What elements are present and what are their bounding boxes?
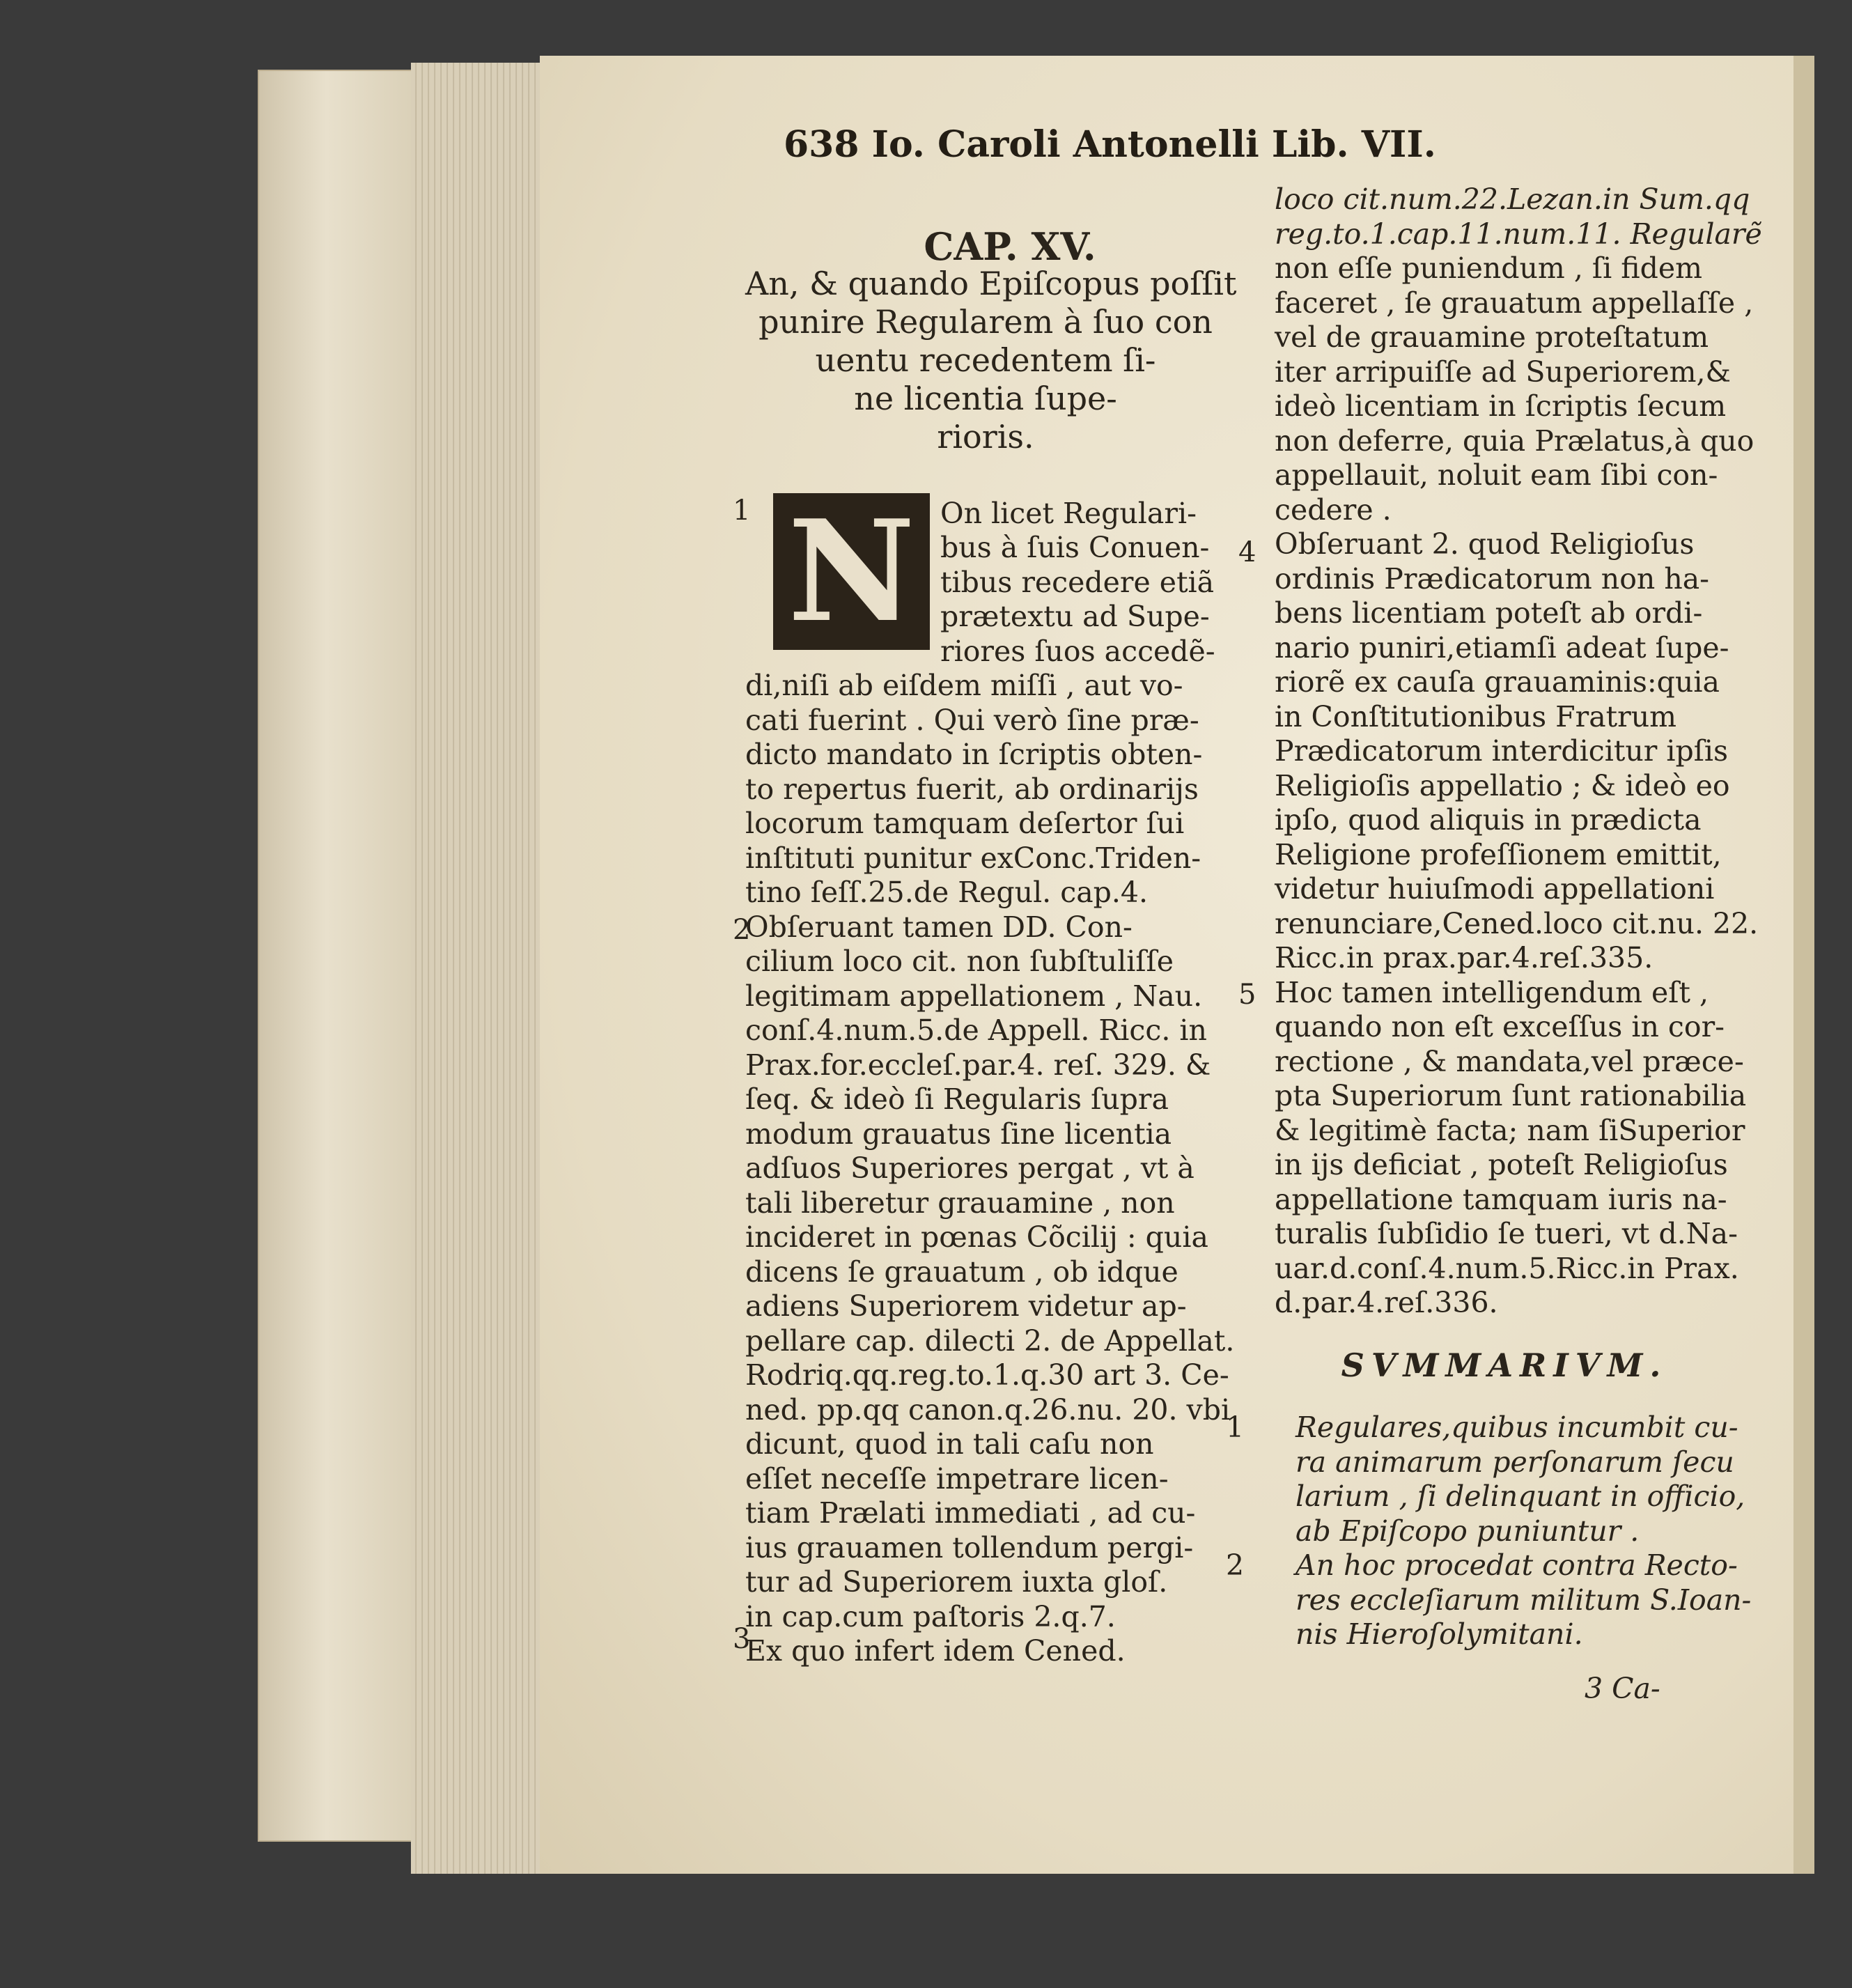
decorated-initial: N bbox=[773, 493, 930, 650]
text-line: cedere . bbox=[1275, 492, 1392, 527]
margin-number: 3 bbox=[733, 1623, 751, 1655]
left-column bbox=[745, 224, 1237, 1669]
margin-number: 1 bbox=[733, 495, 751, 527]
margin-number: 4 bbox=[1238, 536, 1256, 568]
text-line: legitimam appellationem , Nau. bbox=[745, 979, 1203, 1013]
text-line: Obſeruant tamen DD. Con- bbox=[745, 910, 1133, 944]
text-line: tur ad Superiorem iuxta gloſ. bbox=[745, 1565, 1168, 1599]
text-line: conſ.4.num.5.de Appell. Ricc. in bbox=[745, 1014, 1207, 1047]
text-line: Rodriq.qq.reg.to.1.q.30 art 3. Ce- bbox=[745, 1358, 1229, 1392]
text-line: appellatione tamquam iuris na- bbox=[1275, 1182, 1727, 1216]
text-line: eſſet neceſſe impetrare licen- bbox=[745, 1461, 1169, 1496]
catchword: 3 Ca- bbox=[1585, 1672, 1660, 1705]
text-line: d.par.4.reſ.336. bbox=[1275, 1286, 1498, 1319]
text-line: renunciare,Cened.loco cit.nu. 22. bbox=[1275, 906, 1759, 940]
text-line: tibus recedere etiã bbox=[940, 565, 1215, 599]
text-line: ius grauamen tollendum pergi- bbox=[745, 1530, 1194, 1564]
text-line: dicens ſe grauatum , ob idque bbox=[745, 1255, 1178, 1289]
text-line: vel de grauamine proteſtatum bbox=[1275, 320, 1709, 354]
text-line: pta Superiorum ſunt rationabilia bbox=[1275, 1079, 1747, 1112]
text-line: ordinis Prædicatorum non ha- bbox=[1275, 561, 1710, 596]
text-line: inſtituti punitur exConc.Triden- bbox=[745, 841, 1201, 875]
chapter-heading bbox=[745, 264, 1237, 456]
chapter-heading-line: An, & quando Epiſcopus poſſit bbox=[745, 264, 1237, 302]
text-line: prætextu ad Supe- bbox=[940, 600, 1210, 633]
text-line: Prædicatorum interdicitur ipſis bbox=[1275, 734, 1729, 768]
text-line: non deferre, quia Prælatus,à quo bbox=[1275, 424, 1754, 458]
text-line: ipſo, quod aliquis in prædicta bbox=[1275, 803, 1702, 837]
page-edges bbox=[411, 63, 550, 1874]
summary-item bbox=[1226, 1548, 1752, 1652]
text-line: tino ſeſſ.25.de Regul. cap.4. bbox=[745, 876, 1149, 909]
text-line: rectione , & mandata,vel præce- bbox=[1275, 1044, 1744, 1078]
summary-item bbox=[1226, 1411, 1745, 1548]
text-line: to repertus fuerit, ab ordinarijs bbox=[745, 772, 1199, 806]
text-line: dicto mandato in ſcriptis obten- bbox=[745, 738, 1203, 771]
left-leaf bbox=[258, 70, 428, 1842]
text-line: Prax.for.eccleſ.par.4. reſ. 329. & bbox=[745, 1048, 1211, 1082]
text-line: Obſeruant 2. quod Religioſus bbox=[1275, 527, 1695, 561]
chapter-heading-line: ne licentia ſupe- bbox=[854, 379, 1117, 417]
summary-title: SVMMARIVM. bbox=[1341, 1346, 1668, 1384]
text-line: tali liberetur grauamine , non bbox=[745, 1186, 1175, 1220]
chapter-title: CAP. XV. bbox=[924, 224, 1096, 269]
text-line: bus à ſuis Conuen- bbox=[940, 531, 1210, 564]
summary-list bbox=[1226, 1411, 1752, 1652]
summary-line: ab Epiſcopo puniuntur . bbox=[1295, 1514, 1640, 1548]
text-line: iter arripuiſſe ad Superiorem,& bbox=[1275, 355, 1732, 389]
text-line: & legitimè facta; nam ſiSuperior bbox=[1275, 1113, 1745, 1147]
text-line: ſeq. & ideò ſi Regularis ſupra bbox=[745, 1082, 1169, 1116]
text-line: riorẽ ex cauſa grauaminis:quia bbox=[1275, 665, 1720, 699]
text-line: in cap.cum paſtoris 2.q.7. bbox=[745, 1599, 1116, 1633]
text-line: modum grauatus ſine licentia bbox=[745, 1117, 1172, 1151]
right-column-lines bbox=[1275, 183, 1762, 1321]
summary-line: nis Hieroſolymitani. bbox=[1295, 1617, 1583, 1651]
text-line: in ijs deficiat , poteſt Religioſus bbox=[1275, 1148, 1728, 1181]
summary-item-number: 2 bbox=[1226, 1548, 1245, 1582]
text-line: Hoc tamen intelligendum eſt , bbox=[1275, 975, 1709, 1009]
text-line: adſuos Superiores pergat , vt à bbox=[745, 1151, 1195, 1185]
text-line: appellauit, noluit eam ſibi con- bbox=[1275, 458, 1718, 492]
text-line: Religione profeſſionem emittit, bbox=[1275, 837, 1722, 871]
text-line: non eſſe puniendum , ſi fidem bbox=[1275, 251, 1702, 285]
text-line: in Conſtitutionibus Fratrum bbox=[1275, 699, 1677, 733]
text-line: reg.to.1.cap.11.num.11. Regularẽ bbox=[1275, 217, 1762, 251]
text-line: tiam Prælati immediati , ad cu- bbox=[745, 1496, 1196, 1530]
summary-item-number: 1 bbox=[1226, 1411, 1245, 1444]
text-line: nario puniri,etiamſi adeat ſupe- bbox=[1275, 630, 1729, 665]
summary-line: An hoc procedat contra Recto- bbox=[1295, 1548, 1738, 1582]
text-line: di,niſi ab eiſdem miſſi , aut vo- bbox=[745, 669, 1183, 702]
text-line: cilium loco cit. non ſubſtuliſſe bbox=[745, 945, 1174, 978]
running-head: 638 Io. Caroli Antonelli Lib. VII. bbox=[784, 123, 1436, 166]
text-line: pellare cap. dilecti 2. de Appellat. bbox=[745, 1323, 1235, 1358]
text-line: cati fuerint . Qui verò ſine præ- bbox=[745, 703, 1199, 737]
chapter-heading-line: punire Regularem à ſuo con bbox=[758, 302, 1213, 341]
margin-number: 2 bbox=[733, 914, 751, 946]
text-line: turalis ſubſidio ſe tueri, vt d.Na- bbox=[1275, 1217, 1738, 1250]
text-line: loco cit.num.22.Lezan.in Sum.qq bbox=[1275, 183, 1750, 216]
text-line: ned. pp.qq canon.q.26.nu. 20. vbi bbox=[745, 1392, 1231, 1427]
summary-line: res eccleſiarum militum S.Ioan- bbox=[1295, 1583, 1752, 1617]
summary-line: Regulares,quibus incumbit cu- bbox=[1295, 1411, 1738, 1444]
margin-number: 5 bbox=[1238, 979, 1256, 1011]
text-line: bens licentiam poteſt ab ordi- bbox=[1275, 596, 1703, 630]
text-line: Ricc.in prax.par.4.reſ.335. bbox=[1275, 941, 1653, 974]
summary-line: ra animarum perſonarum ſecu bbox=[1295, 1445, 1734, 1479]
left-column-lines bbox=[745, 669, 1235, 1669]
text-line: On licet Regulari- bbox=[940, 496, 1197, 530]
text-line: ideò licentiam in ſcriptis ſecum bbox=[1275, 389, 1727, 423]
text-line: Religioſis appellatio ; & ideò eo bbox=[1275, 768, 1730, 802]
chapter-heading-line: uentu recedentem ſi- bbox=[815, 341, 1156, 379]
text-line: dicunt, quod in tali caſu non bbox=[745, 1427, 1154, 1461]
text-line: uar.d.conſ.4.num.5.Ricc.in Prax. bbox=[1275, 1251, 1739, 1285]
right-column bbox=[1226, 183, 1762, 1652]
text-line: riores ſuos accedẽ- bbox=[940, 634, 1215, 668]
text-line: adiens Superiorem videtur ap- bbox=[745, 1289, 1187, 1323]
summary-line: larium , ſi delinquant in officio, bbox=[1295, 1480, 1745, 1513]
text-line: Ex quo infert idem Cened. bbox=[745, 1634, 1126, 1668]
text-line: locorum tamquam deſertor ſui bbox=[745, 807, 1185, 840]
text-line: videtur huiuſmodi appellationi bbox=[1275, 872, 1715, 906]
text-line: faceret , ſe grauatum appellaſſe , bbox=[1275, 286, 1754, 320]
text-line: incideret in pœnas Cõcilij : quia bbox=[745, 1220, 1208, 1254]
text-line: quando non eſt exceſſus in cor- bbox=[1275, 1010, 1725, 1043]
chapter-heading-line: rioris. bbox=[937, 417, 1034, 456]
